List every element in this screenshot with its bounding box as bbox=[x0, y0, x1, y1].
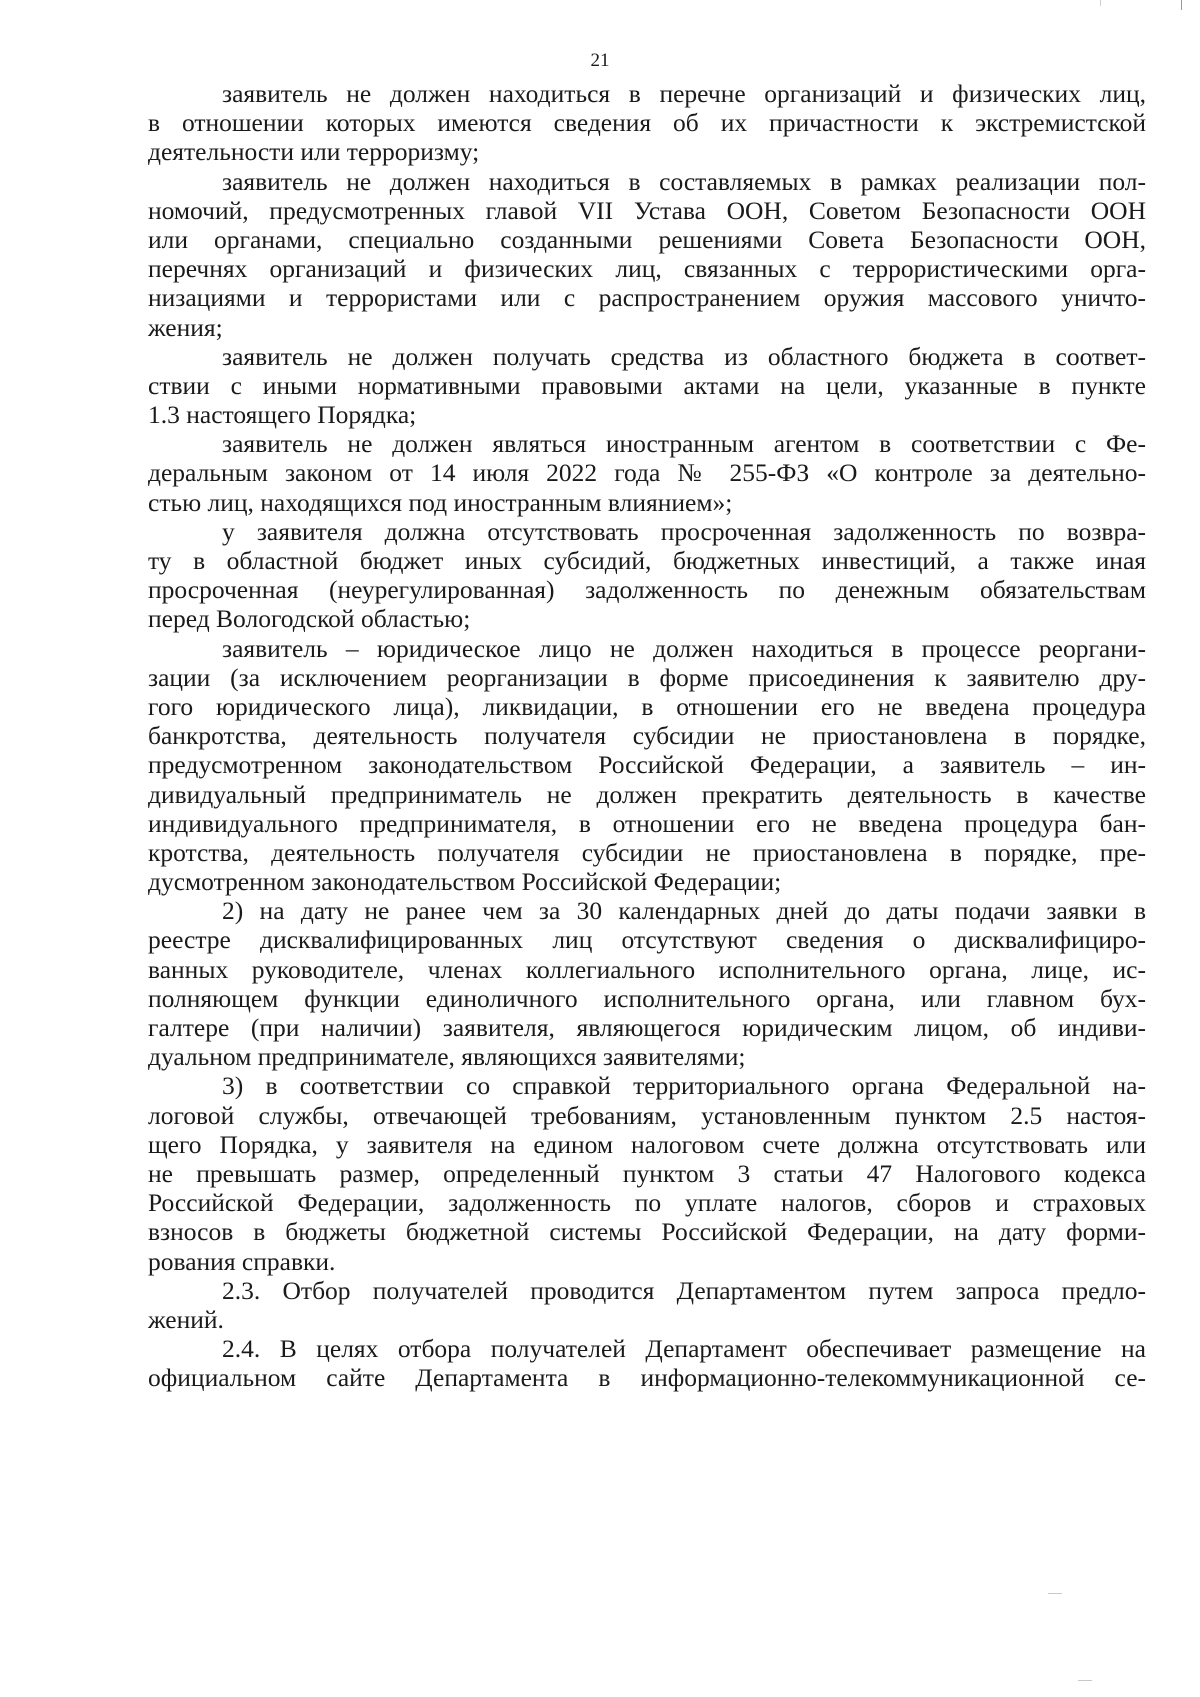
scan-artifact bbox=[1048, 1593, 1062, 1594]
text-line: номочий, предусмотренных главой VII Устава ООН, Советом Безопасности ООН bbox=[148, 195, 1146, 225]
text-line: 3) в соответствии со справкой территориального органа Федеральной на- bbox=[222, 1071, 1146, 1101]
text-line: перечнях организаций и физических лиц, связанных с террористическими орга- bbox=[148, 254, 1146, 284]
text-line: 2.4. В целях отбора получателей Департамент обеспечивает размещение на bbox=[222, 1334, 1146, 1364]
text-line: заявитель не должен находиться в составляемых в рамках реализации пол- bbox=[222, 166, 1146, 196]
text-line: 1.3 настоящего Порядка; bbox=[148, 400, 417, 430]
text-line: Российской Федерации, задолженность по уплате налогов, сборов и страховых bbox=[148, 1188, 1146, 1218]
text-line: заявитель – юридическое лицо не должен находиться в процессе реоргани- bbox=[222, 633, 1146, 663]
text-line: ванных руководителе, членах коллегиального исполнительного органа, лице, ис- bbox=[148, 954, 1146, 984]
text-line: 2.3. Отбор получателей проводится Департаментом путем запроса предло- bbox=[222, 1275, 1146, 1305]
text-line: зации (за исключением реорганизации в форме присоединения к заявителю дру- bbox=[148, 662, 1146, 692]
text-line: заявитель не должен находиться в перечне организаций и физических лиц, bbox=[222, 79, 1146, 108]
text-line: галтере (при наличии) заявителя, являющегося юридическим лицом, об индиви- bbox=[148, 1013, 1146, 1042]
text-line: 2) на дату не ранее чем за 30 календарных дней до даты подачи заявки в bbox=[222, 896, 1146, 926]
text-line: гого юридического лица), ликвидации, в отношении его не введена процедура bbox=[148, 691, 1146, 721]
scan-edge-mark bbox=[1100, 0, 1101, 6]
document-body bbox=[148, 79, 1146, 1392]
text-line: или органами, специально созданными решениями Совета Безопасности ООН, bbox=[148, 224, 1146, 254]
text-line: взносов в бюджеты бюджетной системы Российской Федерации, на дату форми- bbox=[148, 1217, 1146, 1247]
text-line: логовой службы, отвечающей требованиям, установленным пунктом 2.5 настоя- bbox=[148, 1100, 1146, 1130]
text-line: реестре дисквалифицированных лиц отсутствуют сведения о дисквалифициро- bbox=[148, 925, 1146, 955]
text-line: жений. bbox=[148, 1304, 224, 1334]
text-line: деятельности или терроризму; bbox=[148, 137, 480, 167]
scan-edge-mark bbox=[1181, 0, 1182, 10]
text-line: кротства, деятельность получателя субсидии не приостановлена в порядке, пре- bbox=[148, 837, 1146, 867]
text-line: перед Вологодской областью; bbox=[148, 604, 471, 634]
text-line: предусмотренном законодательством Российской Федерации, а заявитель – ин- bbox=[148, 750, 1146, 780]
text-line: у заявителя должна отсутствовать просроченная задолженность по возвра- bbox=[222, 516, 1146, 546]
text-line: ту в областной бюджет иных субсидий, бюджетных инвестиций, а также иная bbox=[148, 546, 1146, 575]
text-line: щего Порядка, у заявителя на едином налоговом счете должна отсутствовать или bbox=[148, 1129, 1146, 1159]
text-line: дуальном предпринимателе, являющихся заявителями; bbox=[148, 1042, 746, 1072]
page-number: 21 bbox=[590, 50, 610, 71]
text-line: рования справки. bbox=[148, 1246, 336, 1276]
text-line: деральным законом от 14 июля 2022 года № 255-ФЗ «О контроле за деятельно- bbox=[148, 458, 1146, 488]
scan-artifact bbox=[1078, 1680, 1092, 1681]
text-line: дусмотренном законодательством Российской Федерации; bbox=[148, 867, 782, 897]
text-line: стью лиц, находящихся под иностранным влиянием»; bbox=[148, 487, 733, 517]
text-line: жения; bbox=[148, 312, 223, 342]
text-line: официальном сайте Департамента в информационно-телекоммуникационной се- bbox=[148, 1363, 1146, 1393]
text-line: не превышать размер, определенный пунктом 3 статьи 47 Налогового кодекса bbox=[148, 1158, 1146, 1188]
text-line: низациями и террористами или с распространением оружия массового уничто- bbox=[148, 283, 1146, 313]
text-line: ствии с иными нормативными правовыми актами на цели, указанные в пункте bbox=[148, 370, 1146, 400]
text-line: банкротства, деятельность получателя субсидии не приостановлена в порядке, bbox=[148, 721, 1146, 751]
text-line: просроченная (неурегулированная) задолженность по денежным обязательствам bbox=[148, 575, 1146, 605]
text-line: полняющем функции единоличного исполнительного органа, или главном бух- bbox=[148, 983, 1146, 1013]
text-line: в отношении которых имеются сведения об их причастности к экстремистской bbox=[148, 108, 1146, 138]
text-line: заявитель не должен получать средства из областного бюджета в соответ- bbox=[222, 341, 1146, 371]
text-line: дивидуальный предприниматель не должен прекратить деятельность в качестве bbox=[148, 779, 1146, 809]
text-line: индивидуального предпринимателя, в отношении его не введена процедура бан- bbox=[148, 808, 1146, 838]
text-line: заявитель не должен являться иностранным агентом в соответствии с Фе- bbox=[222, 429, 1146, 459]
